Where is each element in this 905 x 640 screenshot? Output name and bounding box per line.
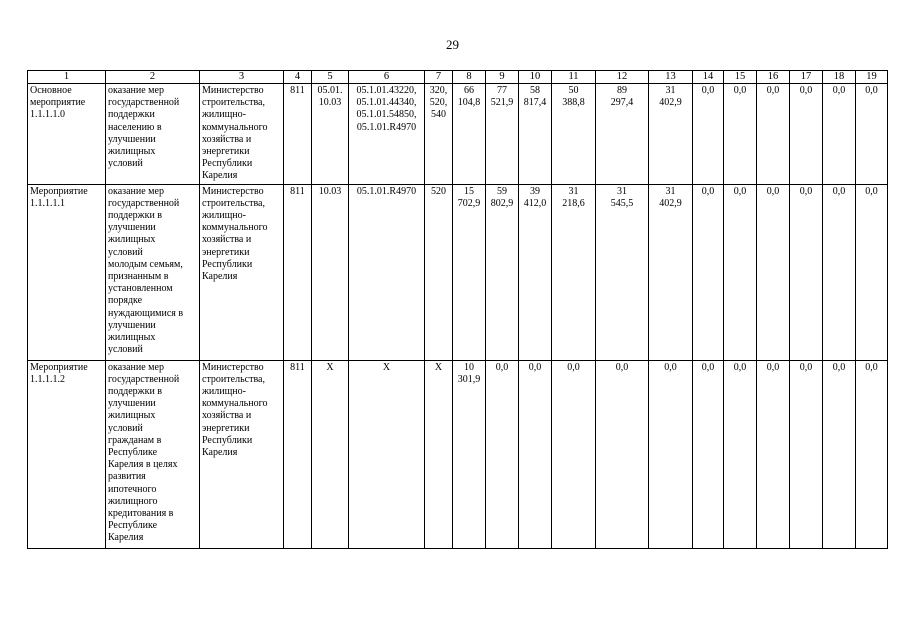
- cell: 0,0: [856, 360, 888, 548]
- column-number: 10: [519, 71, 552, 84]
- cell: 89 297,4: [596, 84, 649, 185]
- column-number: 19: [856, 71, 888, 84]
- page-number: 29: [446, 37, 459, 52]
- column-number: 6: [349, 71, 425, 84]
- cell: 0,0: [519, 360, 552, 548]
- cell: 0,0: [856, 84, 888, 185]
- cell: 58 817,4: [519, 84, 552, 185]
- cell: 31 402,9: [649, 184, 693, 360]
- cell: 0,0: [693, 184, 724, 360]
- responsible-executor: Министерство строительства, жилищно- коммунального хозяйства и энергетики Республики Карелия: [200, 360, 284, 548]
- cell: 811: [284, 84, 312, 185]
- cell: 15 702,9: [453, 184, 486, 360]
- column-number: 15: [724, 71, 757, 84]
- cell: 66 104,8: [453, 84, 486, 185]
- cell: 0,0: [724, 84, 757, 185]
- column-number: 18: [823, 71, 856, 84]
- activity-name: Мероприятие 1.1.1.1.1: [28, 184, 106, 360]
- cell: X: [349, 360, 425, 548]
- program-table: [27, 70, 888, 549]
- column-number: 16: [757, 71, 790, 84]
- cell: 0,0: [790, 84, 823, 185]
- responsible-executor: Министерство строительства, жилищно- коммунального хозяйства и энергетики Республики Карелия: [200, 184, 284, 360]
- column-number: 17: [790, 71, 823, 84]
- cell: 0,0: [823, 360, 856, 548]
- cell: 320, 520, 540: [425, 84, 453, 185]
- column-number: 11: [552, 71, 596, 84]
- cell: 0,0: [856, 184, 888, 360]
- table-row: [28, 84, 888, 185]
- column-number: 3: [200, 71, 284, 84]
- column-number: 1: [28, 71, 106, 84]
- cell: 0,0: [757, 184, 790, 360]
- cell: 0,0: [790, 360, 823, 548]
- table-row: [28, 360, 888, 548]
- header-row: [28, 71, 888, 84]
- cell: 0,0: [596, 360, 649, 548]
- cell: 05.1.01.43220, 05.1.01.44340, 05.1.01.54850, 05.1.01.R4970: [349, 84, 425, 185]
- cell: 39 412,0: [519, 184, 552, 360]
- cell: 0,0: [693, 360, 724, 548]
- column-number: 13: [649, 71, 693, 84]
- responsible-executor: Министерство строительства, жилищно- коммунального хозяйства и энергетики Республики Карелия: [200, 84, 284, 185]
- activity-description: оказание мер государственной поддержки в улучшении жилищных условий молодым семьям, признанным в установленном порядке нуждающимися в улучшении жилищных условий: [106, 184, 200, 360]
- cell: 0,0: [757, 360, 790, 548]
- activity-name: Основное мероприятие 1.1.1.1.0: [28, 84, 106, 185]
- table-row: [28, 184, 888, 360]
- column-number: 12: [596, 71, 649, 84]
- cell: 0,0: [757, 84, 790, 185]
- cell: 0,0: [552, 360, 596, 548]
- cell: 811: [284, 184, 312, 360]
- activity-description: оказание мер государственной поддержки населению в улучшении жилищных условий: [106, 84, 200, 185]
- cell: 0,0: [649, 360, 693, 548]
- cell: 31 218,6: [552, 184, 596, 360]
- cell: X: [312, 360, 349, 548]
- cell: 0,0: [693, 84, 724, 185]
- column-number: 9: [486, 71, 519, 84]
- column-number: 14: [693, 71, 724, 84]
- column-number: 2: [106, 71, 200, 84]
- cell: 10 301,9: [453, 360, 486, 548]
- cell: 811: [284, 360, 312, 548]
- cell: 05.01. 10.03: [312, 84, 349, 185]
- cell: 0,0: [790, 184, 823, 360]
- cell: 0,0: [724, 360, 757, 548]
- cell: 31 402,9: [649, 84, 693, 185]
- cell: 59 802,9: [486, 184, 519, 360]
- cell: 31 545,5: [596, 184, 649, 360]
- column-number: 8: [453, 71, 486, 84]
- cell: 0,0: [486, 360, 519, 548]
- cell: 0,0: [823, 84, 856, 185]
- cell: 0,0: [724, 184, 757, 360]
- cell: 50 388,8: [552, 84, 596, 185]
- cell: 05.1.01.R4970: [349, 184, 425, 360]
- column-number: 4: [284, 71, 312, 84]
- cell: 10.03: [312, 184, 349, 360]
- activity-name: Мероприятие 1.1.1.1.2: [28, 360, 106, 548]
- column-number: 5: [312, 71, 349, 84]
- cell: 520: [425, 184, 453, 360]
- cell: X: [425, 360, 453, 548]
- activity-description: оказание мер государственной поддержки в улучшении жилищных условий гражданам в Республике Карелия в целях развития ипотечного жилищного кредитования в Республике Карелия: [106, 360, 200, 548]
- column-number: 7: [425, 71, 453, 84]
- cell: 77 521,9: [486, 84, 519, 185]
- cell: 0,0: [823, 184, 856, 360]
